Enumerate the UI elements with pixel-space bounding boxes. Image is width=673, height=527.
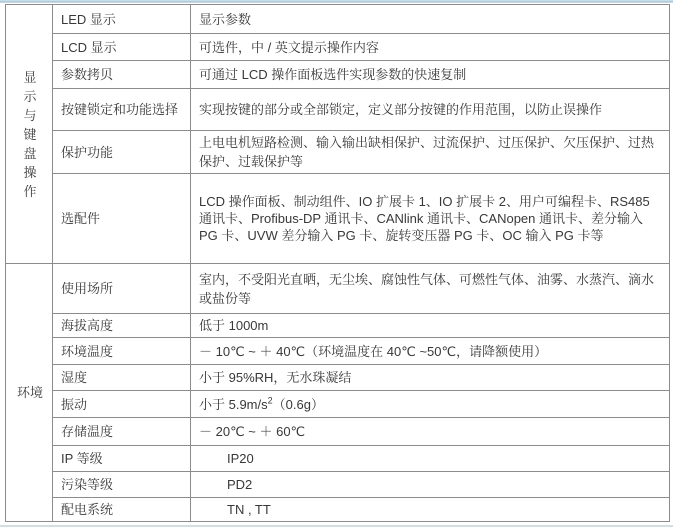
table-row <box>6 446 670 472</box>
section-header-label: 显示与键盘操作 <box>23 69 37 199</box>
table-row <box>6 498 670 522</box>
section-header-display-keypad <box>6 5 53 264</box>
spec-label-vibration: 振动 <box>53 391 191 418</box>
spec-value-storage-temp: － 20℃ ~ ＋ 60℃ <box>191 418 670 446</box>
spec-value-param-copy: 可通过 LCD 操作面板选件实现参数的快速复制 <box>191 61 670 89</box>
table-row <box>6 338 670 365</box>
spec-value-ambient-temp: － 10℃ ~ ＋ 40℃（环境温度在 40℃ ~50℃，请降额使用） <box>191 338 670 365</box>
spec-value-ip-rating: IP20 <box>191 446 670 472</box>
table-row <box>6 418 670 446</box>
spec-label-altitude: 海拔高度 <box>53 314 191 338</box>
spec-value-options: LCD 操作面板、制动组件、IO 扩展卡 1、IO 扩展卡 2、用户可编程卡、RS485 通讯卡、Profibus-DP 通讯卡、CANlink 通讯卡、CANopen 通讯卡、差分输入 PG 卡、UVW 差分输入 PG 卡、旋转变压器 PG 卡、OC 输入 PG 卡等 <box>191 174 670 264</box>
table-row <box>6 89 670 131</box>
spec-table <box>5 4 670 522</box>
spec-label-power-system: 配电系统 <box>53 498 191 522</box>
spec-label-options: 选配件 <box>53 174 191 264</box>
spec-label-pollution-degree: 污染等级 <box>53 472 191 498</box>
table-row <box>6 61 670 89</box>
spec-label-storage-temp: 存储温度 <box>53 418 191 446</box>
spec-label-ip-rating: IP 等级 <box>53 446 191 472</box>
table-row <box>6 264 670 314</box>
spec-value-site: 室内，不受阳光直晒，无尘埃、腐蚀性气体、可燃性气体、油雾、水蒸汽、滴水或盐份等 <box>191 264 670 314</box>
spec-value-lcd-display: 可选件，中 / 英文提示操作内容 <box>191 34 670 61</box>
spec-value-vibration: 小于 $5.9m/s^2(0.6g)$ <box>191 391 670 418</box>
table-row <box>6 365 670 391</box>
spec-value-altitude: 低于 1000m <box>191 314 670 338</box>
spec-value-key-lock: 实现按键的部分或全部锁定，定义部分按键的作用范围，以防止误操作 <box>191 89 670 131</box>
section-header-environment <box>6 264 53 522</box>
spec-table-container <box>5 4 669 522</box>
spec-label-param-copy: 参数拷贝 <box>53 61 191 89</box>
table-row <box>6 472 670 498</box>
spec-label-humidity: 湿度 <box>53 365 191 391</box>
spec-label-site: 使用场所 <box>53 264 191 314</box>
spec-label-ambient-temp: 环境温度 <box>53 338 191 365</box>
table-row <box>6 131 670 174</box>
spec-value-pollution-degree: PD2 <box>191 472 670 498</box>
table-row <box>6 5 670 34</box>
spec-label-key-lock: 按键锁定和功能选择 <box>53 89 191 131</box>
table-row <box>6 174 670 264</box>
table-row <box>6 391 670 418</box>
table-row <box>6 34 670 61</box>
spec-value-protection: 上电电机短路检测、输入输出缺相保护、过流保护、过压保护、欠压保护、过热保护、过载保护等 <box>191 131 670 174</box>
spec-value-power-system: TN , TT <box>191 498 670 522</box>
spec-value-led-display: 显示参数 <box>191 5 670 34</box>
spec-label-protection: 保护功能 <box>53 131 191 174</box>
top-divider <box>0 0 673 3</box>
spec-label-lcd-display: LCD 显示 <box>53 34 191 61</box>
spec-value-humidity: 小于 95%RH，无水珠凝结 <box>191 365 670 391</box>
table-row <box>6 314 670 338</box>
spec-label-led-display: LED 显示 <box>53 5 191 34</box>
section-header-label: 环境 <box>16 385 43 400</box>
